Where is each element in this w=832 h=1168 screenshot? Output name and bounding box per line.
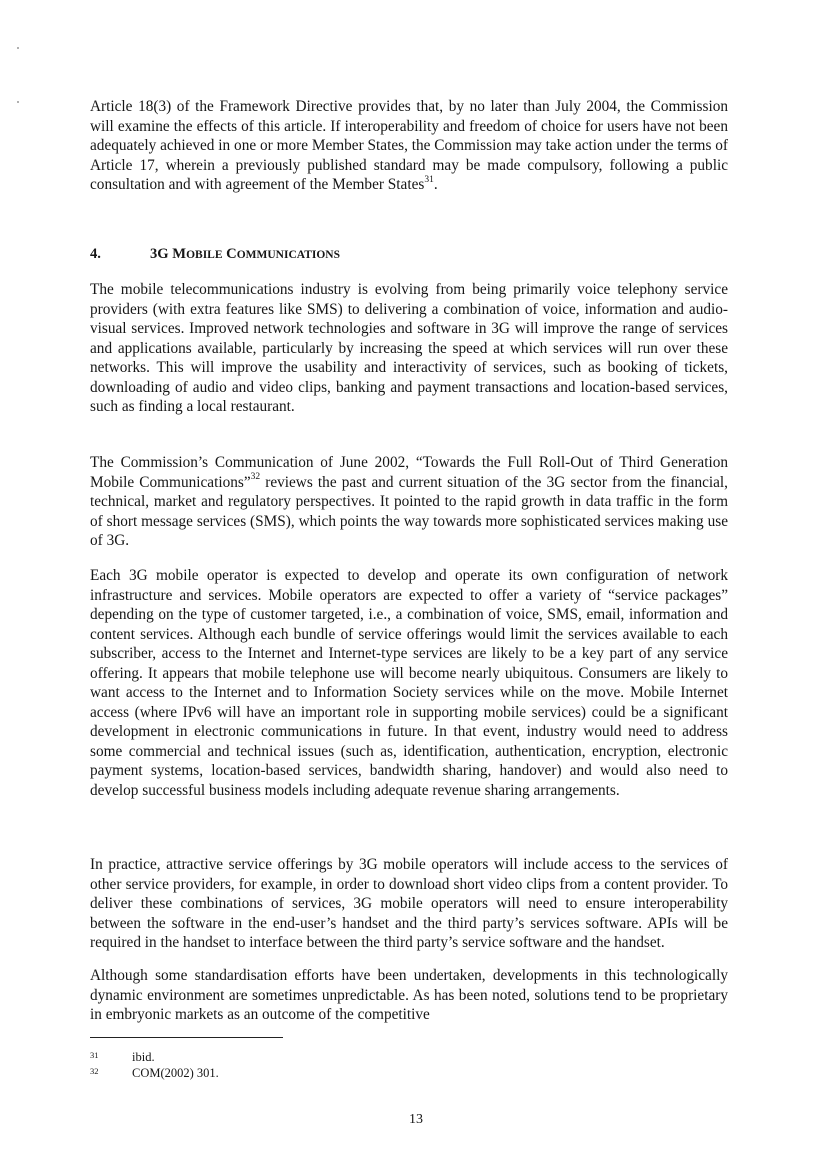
paragraph-text: Article 18(3) of the Framework Directive provides that, by no later than July 2004, the Commission will examine the effects of this article. If interoperability and freedom of choice for users have not been adequately achieved in one or more Member States, the Commission may take action under the terms of Article 17, wherein a previously published standard may be made compulsory, following a public consultation and with agreement of the Member States bbox=[90, 98, 728, 193]
paragraph-standardisation: Although some standardisation efforts have been undertaken, developments in this technologically dynamic environment are sometimes unpredictable. As has been noted, solutions tend to be proprietary in embryonic markets as an outcome of the competitive bbox=[90, 967, 728, 1023]
section-heading bbox=[90, 245, 728, 265]
paragraph-text: The Commission’s Communication of June 2002, “Towards the Full Roll-Out of Third Generation Mobile Communications” bbox=[90, 454, 728, 491]
footnote-ref: 32 bbox=[250, 472, 261, 483]
section-title: 3G MOBILE COMMUNICATIONS bbox=[150, 246, 341, 262]
footnote-text: COM(2002) 301. bbox=[132, 1066, 219, 1080]
page-number: 13 bbox=[409, 1112, 423, 1127]
scan-speck bbox=[17, 101, 19, 103]
scan-speck bbox=[17, 47, 19, 49]
footnote-ref: 31 bbox=[424, 174, 434, 185]
paragraph-service-offerings: In practice, attractive service offerings by 3G mobile operators will include access to the services of other service providers, for example, in order to download short video clips from a content provider. To deliver these combinations of services, 3G mobile operators will need to ensure interoperability between the software in the end-user’s handset and the third party’s services software. APIs will be required in the handset to interface between the third party’s service software and the handset. bbox=[90, 856, 728, 951]
footnote-number: 31 bbox=[90, 1050, 99, 1060]
footnote-text: ibid. bbox=[132, 1050, 155, 1064]
paragraph-commission-communication bbox=[90, 453, 728, 551]
paragraph-framework-directive bbox=[90, 97, 728, 195]
section-number: 4. bbox=[90, 246, 101, 262]
paragraph-industry-evolution: The mobile telecommunications industry is evolving from being primarily voice telephony service providers (with extra features like SMS) to delivering a combination of voice, information and audio-visual services. Improved network technologies and software in 3G will improve the range of services and applications available, particularly by increasing the speed at which services will run over these networks. This will improve the usability and interactivity of services, such as booking of tickets, downloading of audio and video clips, banking and payment transactions and location-based services, such as finding a local restaurant. bbox=[90, 281, 728, 415]
paragraph-text-end: . bbox=[433, 176, 438, 193]
footnote-number: 32 bbox=[90, 1066, 99, 1076]
paragraph-operators: Each 3G mobile operator is expected to develop and operate its own configuration of network infrastructure and services. Mobile operators are expected to offer a variety of “service packages” depending on the type of customer targeted, i.e., a combination of voice, SMS, email, information and content services. Although each bundle of service offerings would limit the services available to each subscriber, access to the Internet and Internet-type services are likely to be a key part of any service offering. It appears that mobile telephone use will become nearly ubiquitous. Consumers are likely to want access to the Internet and to Information Society services while on the move. Mobile Internet access (where IPv6 will have an important role in supporting mobile services) could be a significant development in electronic communications in future. In that event, industry would need to address some commercial and technical issues (such as, identification, authentication, encryption, electronic payment systems, location-based services, bandwidth sharing, handover) and would also need to develop successful business models including adequate revenue sharing arrangements. bbox=[90, 567, 728, 799]
footnote-32 bbox=[90, 1063, 590, 1081]
paragraph-text-end: reviews the past and current situation of the 3G sector from the financial, technical, market and regulatory perspectives. It pointed to the rapid growth in data traffic in the form of short message services (SMS), which points the way towards more sophisticated services making use of 3G. bbox=[90, 473, 729, 549]
footnote-separator bbox=[90, 1037, 283, 1038]
